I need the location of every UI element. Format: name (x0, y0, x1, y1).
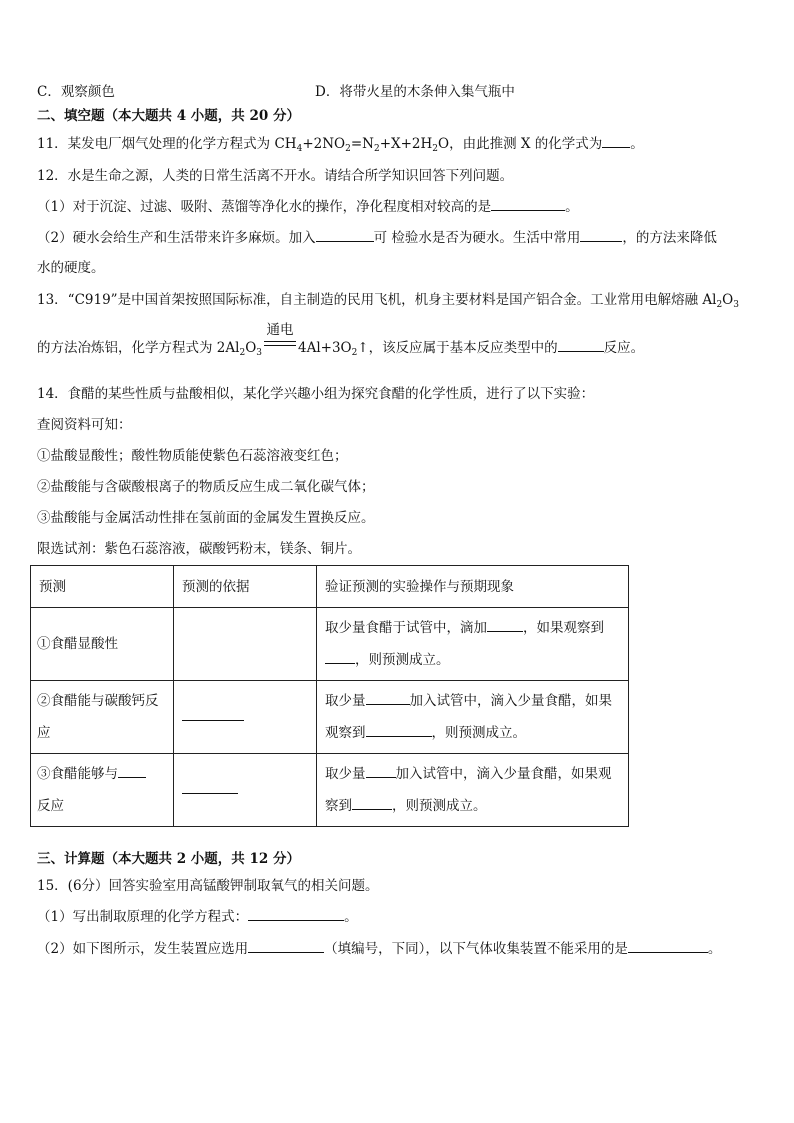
row2-prediction: ②食醋能与碳酸钙反 应 (31, 681, 174, 754)
q12-part2-blank1[interactable] (316, 229, 374, 242)
q12-part1: （1）对于沉淀、过滤、吸附、蒸馏等净化水的操作，净化程度相对较高的是 。 (37, 199, 579, 215)
q15-part2-blank1[interactable] (248, 940, 324, 953)
row3-basis-blank[interactable] (182, 781, 238, 794)
q10-option-d: D．将带火星的木条伸入集气瓶中 (315, 84, 515, 100)
table-row (31, 681, 629, 754)
q15-part2: （2）如下图所示，发生装置应选用 （填编号，下同），以下气体收集装置不能采用的是 。 (37, 941, 722, 957)
q15-part1: （1）写出制取原理的化学方程式： 。 (37, 909, 358, 925)
section2-heading: 二、填空题（本大题共 4 小题，共 20 分） (37, 108, 300, 124)
row2-basis-blank[interactable] (182, 708, 244, 721)
q12-part2-blank2[interactable] (580, 229, 622, 242)
row3-prediction-blank[interactable] (118, 765, 146, 778)
row3-blank-phenomenon[interactable] (352, 797, 392, 810)
row2-operation: 取少量 加入试管中，滴入少量食醋，如果 观察到 ，则预测成立。 (317, 681, 629, 754)
q14-table (30, 565, 629, 827)
q15-part1-blank[interactable] (248, 908, 344, 921)
q10-option-c: C．观察颜色 (37, 84, 115, 100)
q15-stem: 15．(6分）回答实验室用高锰酸钾制取氧气的相关问题。 (37, 878, 379, 894)
q12-stem: 12．水是生命之源，人类的日常生活离不开水。请结合所学知识回答下列问题。 (37, 168, 514, 184)
q11-answer-blank[interactable] (602, 135, 630, 148)
row1-operation: 取少量食醋于试管中，滴加 ，如果观察到 ，则预测成立。 (317, 608, 629, 681)
q12-part1-blank[interactable] (491, 198, 565, 211)
q14-info-2: ②盐酸能与含碳酸根离子的物质反应生成二氧化碳气体； (37, 479, 375, 495)
q14-info-title: 查阅资料可知： (37, 417, 132, 433)
row2-blank-phenomenon[interactable] (366, 724, 432, 737)
row1-prediction: ①食醋显酸性 (31, 608, 174, 681)
q12-part2-cont: 水的硬度。 (37, 260, 105, 276)
row3-basis (174, 754, 317, 827)
q13-line1: 13．“C919”是中国首架按照国际标准，自主制造的民用飞机，机身主要材料是国产铝合金。工业常用电解熔融 $Al_2O_3$ (37, 292, 739, 310)
electrolysis-equals-sign (262, 322, 298, 352)
table-header: 预测 (31, 566, 174, 608)
row3-blank-reagent[interactable] (366, 765, 396, 778)
reaction-condition: 通电 (266, 322, 294, 338)
row1-basis[interactable] (174, 608, 317, 681)
table-row (31, 608, 629, 681)
table-header: 验证预测的实验操作与预期现象 (317, 566, 629, 608)
row1-blank-reagent[interactable] (487, 619, 523, 632)
row2-blank-reagent[interactable] (366, 692, 410, 705)
q11-line: 11．某发电厂烟气处理的化学方程式为 $CH_4+2NO_2=N_2+X+2H_2O$，由此推测 X 的化学式为 。 (37, 136, 644, 154)
row2-basis (174, 681, 317, 754)
section3-heading: 三、计算题（本大题共 2 小题，共 12 分） (37, 851, 300, 867)
q14-info-3: ③盐酸能与金属活动性排在氢前面的金属发生置换反应。 (37, 510, 375, 526)
table-header: 预测的依据 (174, 566, 317, 608)
table-header-row (31, 566, 629, 608)
q13-line2: 的方法冶炼铝，化学方程式为 $2Al_2O_3$ 通电 $4Al+3O_2↑$，该反应属于基本反应类型中的 反应。 (37, 322, 645, 358)
q13-answer-blank[interactable] (558, 339, 604, 352)
row1-blank-phenomenon[interactable] (325, 651, 355, 664)
q14-info-1: ①盐酸显酸性；酸性物质能使紫色石蕊溶液变红色； (37, 448, 348, 464)
table-row (31, 754, 629, 827)
row3-prediction: ③食醋能够与 反应 (31, 754, 174, 827)
q15-part2-blank2[interactable] (628, 940, 708, 953)
q14-reagents: 限选试剂：紫色石蕊溶液，碳酸钙粉末，镁条、铜片。 (37, 541, 361, 557)
q14-stem: 14．食醋的某些性质与盐酸相似，某化学兴趣小组为探究食醋的化学性质，进行了以下实验： (37, 386, 595, 402)
q12-part2: （2）硬水会给生产和生活带来许多麻烦。加入 可 检验水是否为硬水。生活中常用 ，的方法来降低 (37, 230, 717, 246)
row3-operation: 取少量 加入试管中，滴入少量食醋，如果观 察到 ，则预测成立。 (317, 754, 629, 827)
